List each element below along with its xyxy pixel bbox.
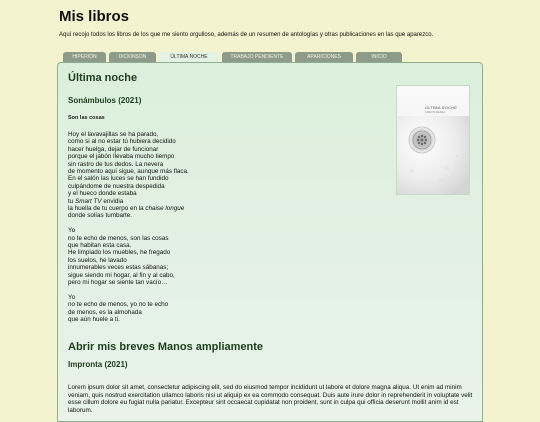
cover-title: ÚLTIMA NOCHE <box>425 105 458 110</box>
tab-inicio[interactable]: INICIO <box>356 52 402 62</box>
poem-line: como si al no estar tú hubiera decidido <box>68 138 176 146</box>
book-title: Impronta (2021) <box>68 360 128 369</box>
book-cover-image <box>397 86 469 194</box>
section-title: Última noche <box>68 72 138 84</box>
poem-line: pero mi hogar se siente tan vacío… <box>68 279 168 287</box>
poem-line: Yo <box>68 227 76 235</box>
poem-title: Son las cosas <box>68 115 105 121</box>
poem-line <box>68 198 478 205</box>
poem-emphasis: Smart TV <box>75 197 102 205</box>
tab-hiperion[interactable]: HIPERIÓN <box>63 52 106 62</box>
poem-line: culpándome de nuestra despedida <box>68 182 165 190</box>
poem-line: Yo <box>68 293 76 301</box>
poem-text: la huella de tu cuerpo en la <box>68 205 146 213</box>
poem-line: los suelos, he lavado <box>68 256 127 264</box>
book-title: Sonámbulos (2021) <box>68 96 142 105</box>
poem-line: sin rastro de tus dedos. La nevera <box>68 160 164 168</box>
cover-author: CARLOS MEANA <box>425 111 445 114</box>
section-ultima-noche <box>68 72 478 331</box>
poem-emphasis: chaise longue <box>145 205 185 213</box>
poem-line: innumerables veces estas sábanas; <box>68 264 169 272</box>
poem-line: Hoy el lavavajillas se ha parado, <box>68 131 159 138</box>
poem-text: tu <box>68 197 76 205</box>
poem-line: He limpiado los muebles, he fregado <box>68 249 171 257</box>
poem-line: no te echo de menos, son las cosas <box>68 234 169 242</box>
site-description: Aquí recojo todos los libros de los que me siento orgulloso, además de un resumen de antologías y otras publicaciones en las que aparezco. <box>59 32 434 38</box>
tab-ultima-noche[interactable]: ÚLTIMA NOCHE <box>159 52 219 63</box>
poem-line: que habitan esta casa. <box>68 242 132 250</box>
tab-dickinson[interactable]: DICKINSON <box>109 52 156 62</box>
poem-line: porque el jabón llevaba mucho tiempo <box>68 153 175 161</box>
poem-line: sigue siendo mi hogar, al fin y al cabo, <box>68 271 175 279</box>
poem-text: envidia <box>101 197 124 205</box>
poem-stanza-2 <box>68 227 478 286</box>
tab-apariciones[interactable]: APARICIONES <box>295 52 353 62</box>
poem-line: y el hueco donde estaba <box>68 190 137 198</box>
site-title: Mis libros <box>59 8 130 25</box>
poem-line: En el salón las luces se han fundido <box>68 175 169 183</box>
poem-line: que aún huele a ti. <box>68 316 120 324</box>
content-panel <box>57 62 483 422</box>
poem-line: hacer huelga, dejar de funcionar <box>68 145 159 153</box>
tab-trabajo-pendiente[interactable]: TRABAJO PENDIENTE <box>222 52 292 62</box>
poem-line: donde solías tumbarte. <box>68 212 133 220</box>
poem-line: no te echo de menos, yo no te echo <box>68 301 169 309</box>
body-text: Lorem ipsum dolor sit amet, consectetur adipiscing elit, sed do eiusmod tempor incididunt ut labore et dolore magna aliqua. Ut enim ad minim veniam, quis nostrud exercitation ullamco laboris nisi ut aliquip ex ea commodo consequat. Duis aute irure dolor in reprehenderit in voluptate velit esse cillum dolore eu fugiat nulla pariatur. Excepteur sint occaecat cupidatat non proident, sunt in culpa qui officia deserunt mollit anim id est laborum. <box>68 384 473 414</box>
poem-stanza-3 <box>68 294 478 324</box>
poem-line: de menos, es la almohada <box>68 308 142 316</box>
section-title: Abrir mis breves Manos ampliamente <box>68 341 264 353</box>
sink-drain-icon <box>397 116 469 194</box>
poem-line: de momento aquí sigue, aunque más flaca. <box>68 168 189 176</box>
poem-line <box>68 205 478 212</box>
